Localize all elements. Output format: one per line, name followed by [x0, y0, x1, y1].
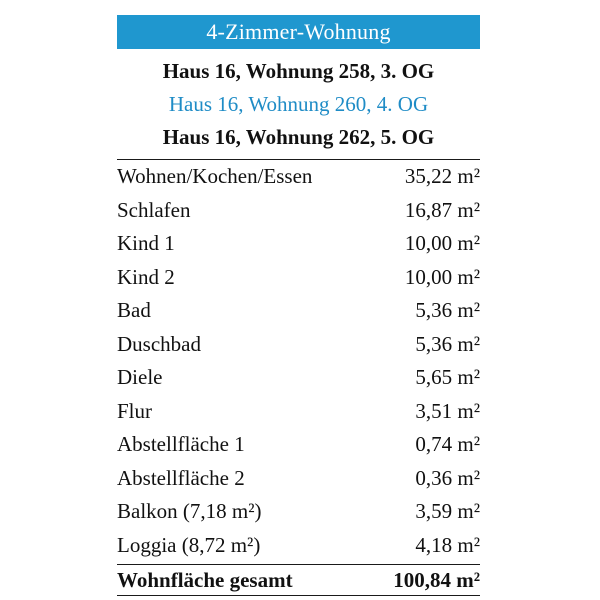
room-area: 10,00 m²	[404, 264, 480, 289]
room-name: Schlafen	[117, 197, 191, 222]
total-row	[117, 565, 480, 595]
room-area: 35,22 m²	[404, 164, 480, 189]
room-row	[117, 395, 480, 429]
room-row	[117, 294, 480, 328]
room-area: 10,00 m²	[404, 231, 480, 256]
room-name: Loggia (8,72 m²)	[117, 532, 261, 557]
room-row	[117, 428, 480, 462]
room-name: Kind 1	[117, 231, 175, 256]
room-name: Duschbad	[117, 331, 201, 356]
room-row	[117, 160, 480, 194]
room-row	[117, 227, 480, 261]
unit-line-260-highlighted: Haus 16, Wohnung 260, 4. OG	[168, 92, 429, 116]
room-row	[117, 529, 480, 563]
room-area: 4,18 m²	[415, 532, 480, 557]
room-area: 16,87 m²	[404, 197, 480, 222]
room-list	[117, 160, 480, 562]
apartment-area-table	[117, 15, 480, 596]
apartment-type-title: 4-Zimmer-Wohnung	[117, 15, 480, 49]
room-name: Flur	[117, 398, 153, 423]
unit-line-258: Haus 16, Wohnung 258, 3. OG	[162, 59, 435, 83]
room-name: Balkon (7,18 m²)	[117, 499, 262, 524]
room-row	[117, 361, 480, 395]
total-label: Wohnfläche gesamt	[117, 567, 293, 592]
room-name: Bad	[117, 298, 151, 323]
room-row	[117, 261, 480, 295]
room-name: Abstellfläche 1	[117, 432, 245, 457]
total-area: 100,84 m²	[393, 567, 480, 592]
room-area: 5,36 m²	[415, 298, 480, 323]
room-row	[117, 328, 480, 362]
room-name: Kind 2	[117, 264, 175, 289]
bottom-divider	[117, 595, 480, 596]
room-row	[117, 495, 480, 529]
room-area: 3,59 m²	[415, 499, 480, 524]
room-area: 0,74 m²	[415, 432, 480, 457]
room-name: Diele	[117, 365, 163, 390]
room-area: 3,51 m²	[415, 398, 480, 423]
room-area: 5,65 m²	[415, 365, 480, 390]
room-area: 0,36 m²	[415, 465, 480, 490]
room-name: Wohnen/Kochen/Essen	[117, 164, 313, 189]
unit-line-262: Haus 16, Wohnung 262, 5. OG	[162, 125, 435, 149]
unit-list	[117, 55, 480, 154]
room-name: Abstellfläche 2	[117, 465, 245, 490]
room-area: 5,36 m²	[415, 331, 480, 356]
room-row	[117, 194, 480, 228]
room-row	[117, 462, 480, 496]
